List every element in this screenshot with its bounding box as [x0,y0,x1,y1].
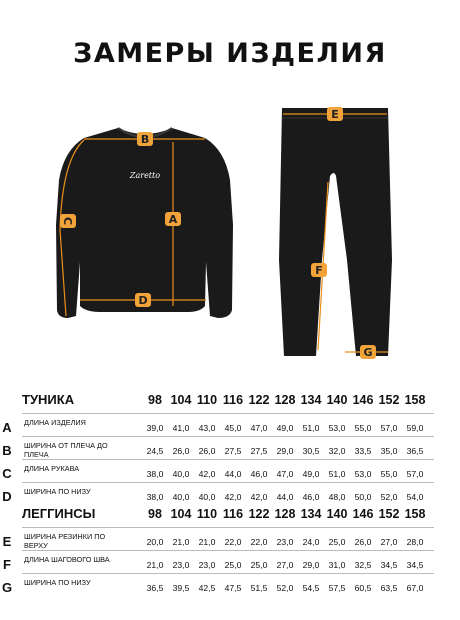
table-row [0,576,460,600]
size-header: 146 [352,507,374,521]
table-cell: 23,0 [198,560,216,570]
size-header: 140 [326,393,348,407]
table-cell: 57,0 [380,423,398,433]
table-cell: 21,0 [146,560,164,570]
table-cell: 35,0 [380,446,398,456]
row-letter: E [2,534,12,549]
table-cell: 39,5 [172,583,190,593]
size-header: 122 [248,393,270,407]
table-cell: 40,0 [172,469,190,479]
table-cell: 42,0 [250,492,268,502]
table-cell: 46,0 [302,492,320,502]
table-cell: 57,0 [406,469,424,479]
svg-text:E: E [331,108,339,121]
leggings-header-row [0,500,460,524]
table-cell: 44,0 [224,469,242,479]
table-cell: 55,0 [380,469,398,479]
size-header: 128 [274,507,296,521]
table-cell: 45,0 [224,423,242,433]
table-cell: 32,0 [328,446,346,456]
size-header: 110 [196,393,218,407]
table-cell: 33,5 [354,446,372,456]
svg-text:D: D [138,294,148,307]
table-cell: 29,0 [302,560,320,570]
table-cell: 47,0 [250,423,268,433]
table-cell: 32,5 [354,560,372,570]
size-header: 158 [404,393,426,407]
table-cell: 20,0 [146,537,164,547]
row-letter: F [3,557,11,572]
table-cell: 49,0 [302,469,320,479]
table-cell: 39,0 [146,423,164,433]
divider [22,413,434,414]
marker-a [165,212,181,226]
table-cell: 42,0 [224,492,242,502]
tunic-table-title: ТУНИКА [22,392,75,407]
table-cell: 40,0 [198,492,216,502]
table-cell: 47,5 [224,583,242,593]
table-cell: 44,0 [276,492,294,502]
marker-e [327,107,343,121]
table-cell: 60,5 [354,583,372,593]
table-cell: 31,0 [328,560,346,570]
tunic-illustration [56,128,233,318]
table-cell: 67,0 [406,583,424,593]
row-label: ШИРИНА ОТ ПЛЕЧА ДО ПЛЕЧА [24,441,108,459]
size-header: 104 [170,393,192,407]
table-cell: 26,0 [198,446,216,456]
size-header: 158 [404,507,426,521]
table-cell: 40,0 [172,492,190,502]
table-cell: 53,0 [328,423,346,433]
size-header: 116 [222,507,244,521]
table-cell: 51,0 [302,423,320,433]
brand-logo: Zaretto [129,171,161,180]
table-cell: 21,0 [198,537,216,547]
marker-g [360,345,376,359]
table-cell: 43,0 [198,423,216,433]
size-header: 134 [300,507,322,521]
table-cell: 52,0 [380,492,398,502]
table-cell: 24,0 [302,537,320,547]
table-cell: 42,0 [198,469,216,479]
table-cell: 23,0 [172,560,190,570]
table-cell: 48,0 [328,492,346,502]
row-label: ШИРИНА РЕЗИНКИ ПО ВЕРХУ [24,532,106,550]
table-cell: 50,0 [354,492,372,502]
row-label: ДЛИНА ШАГОВОГО ШВА [24,555,110,564]
table-row [0,530,460,554]
size-header: 98 [148,507,162,521]
table-row [0,439,460,463]
row-letter: B [2,443,12,458]
table-cell: 27,5 [250,446,268,456]
svg-text:B: B [140,133,150,146]
svg-text:C: C [61,216,74,226]
marker-b [137,132,153,146]
leggings-table-title: ЛЕГГИНСЫ [22,506,96,521]
table-cell: 34,5 [406,560,424,570]
table-cell: 22,0 [250,537,268,547]
table-cell: 25,0 [250,560,268,570]
size-header: 134 [300,393,322,407]
marker-f [311,263,327,277]
table-row [0,462,460,486]
table-cell: 26,0 [354,537,372,547]
svg-text:G: G [363,346,373,359]
size-header: 98 [148,393,162,407]
table-cell: 52,0 [276,583,294,593]
row-label: ШИРИНА ПО НИЗУ [24,487,91,496]
table-cell: 55,0 [354,423,372,433]
svg-text:A: A [168,213,178,226]
table-cell: 38,0 [146,492,164,502]
table-cell: 38,0 [146,469,164,479]
table-cell: 23,0 [276,537,294,547]
table-cell: 21,0 [172,537,190,547]
table-cell: 34,5 [380,560,398,570]
table-cell: 36,5 [146,583,164,593]
table-cell: 27,0 [380,537,398,547]
table-cell: 59,0 [406,423,424,433]
size-header: 146 [352,393,374,407]
table-cell: 51,5 [250,583,268,593]
table-cell: 28,0 [406,537,424,547]
table-cell: 36,5 [406,446,424,456]
leggings-illustration [279,108,392,356]
divider [22,527,434,528]
tunic-header-row [0,386,460,410]
table-cell: 25,0 [328,537,346,547]
marker-c [60,214,76,228]
size-header: 122 [248,507,270,521]
table-cell: 63,5 [380,583,398,593]
page-title: ЗАМЕРЫ ИЗДЕЛИЯ [73,38,387,69]
row-letter: C [2,466,12,481]
table-cell: 51,0 [328,469,346,479]
table-cell: 53,0 [354,469,372,479]
table-cell: 26,0 [172,446,190,456]
table-row [0,553,460,577]
table-cell: 54,5 [302,583,320,593]
size-header: 116 [222,393,244,407]
table-cell: 22,0 [224,537,242,547]
row-letter: A [2,420,12,435]
table-cell: 46,0 [250,469,268,479]
table-cell: 27,5 [224,446,242,456]
size-header: 152 [378,507,400,521]
table-cell: 41,0 [172,423,190,433]
table-cell: 42,5 [198,583,216,593]
size-header: 104 [170,507,192,521]
row-label: ДЛИНА РУКАВА [24,464,80,473]
table-cell: 24,5 [146,446,164,456]
table-cell: 47,0 [276,469,294,479]
size-header: 110 [196,507,218,521]
size-header: 152 [378,393,400,407]
table-cell: 25,0 [224,560,242,570]
size-header: 140 [326,507,348,521]
table-cell: 27,0 [276,560,294,570]
row-label: ШИРИНА ПО НИЗУ [24,578,91,587]
row-label: ДЛИНА ИЗДЕЛИЯ [24,418,86,427]
table-cell: 54,0 [406,492,424,502]
table-cell: 49,0 [276,423,294,433]
row-letter: G [1,580,13,595]
table-cell: 29,0 [276,446,294,456]
table-cell: 57,5 [328,583,346,593]
size-header: 128 [274,393,296,407]
marker-d [135,293,151,307]
table-cell: 30,5 [302,446,320,456]
svg-text:F: F [315,264,323,277]
table-row [0,416,460,440]
row-letter: D [2,489,12,504]
